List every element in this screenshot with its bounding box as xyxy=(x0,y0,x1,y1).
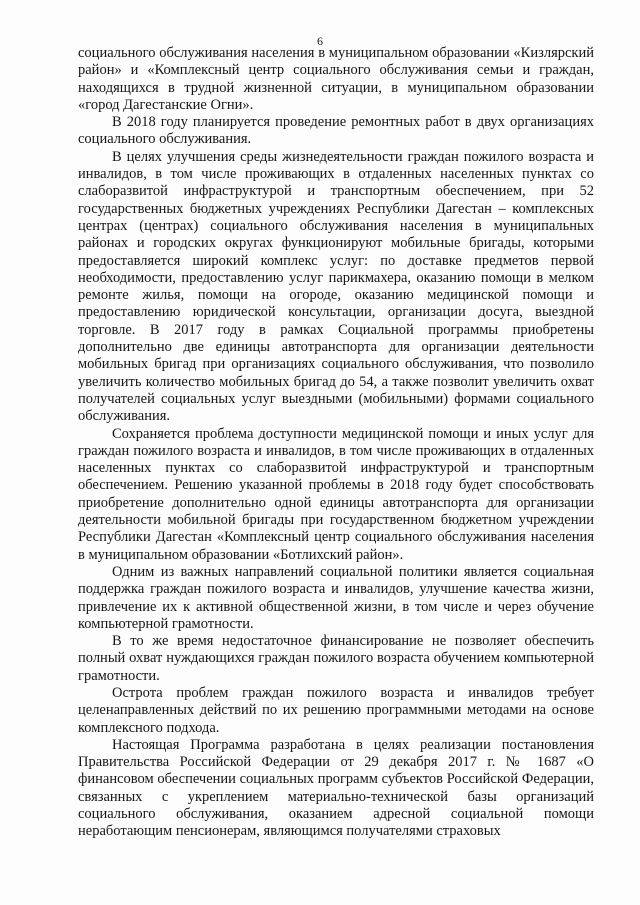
paragraph-program-basis: Настоящая Программа разработана в целях реализации постановления Правительства Российской Федерации от 29 декабря 2017 г. № 1687 «О финансовом обеспечении социальных программ субъектов Российской Федерации, связанных с укреплением материально-технической базы организаций социального обслуживания, оказанием адресной социальной помощи неработающим пенсионерам, являющимся получателями страховых xyxy=(78,736,594,840)
paragraph-funding: В то же время недостаточное финансирование не позволяет обеспечить полный охват нуждающихся граждан пожилого возраста обучением компьютерной грамотности. xyxy=(78,633,594,684)
paragraph-program-methods: Острота проблем граждан пожилого возраста и инвалидов требует целенаправленных действий по их решению программными методами на основе комплексного подхода. xyxy=(78,684,594,736)
body-text xyxy=(78,45,594,841)
paragraph-mobile-brigades: В целях улучшения среды жизнедеятельности граждан пожилого возраста и инвалидов, в том числе проживающих в отдаленных населенных пунктах со слаборазвитой инфраструктурой и транспортным обеспечением, при 52 государственных бюджетных учреждениях Республики Дагестан – комплексных центрах (центрах) социального обслуживания населения в муниципальных районах и городских округах функционируют мобильные бригады, которыми предоставляется широкий комплекс услуг: по доставке предметов первой необходимости, предоставлению услуг парикмахера, оказанию помощи в мелком ремонте жилья, помощи на огороде, оказанию медицинской помощи и предоставлению юридической консультации, организации досуга, выездной торговле. В 2017 году в рамках Социальной программы приобретены дополнительно две единицы автотранспорта для организации деятельности мобильных бригад при организациях социального обслуживания, что позволило увеличить количество мобильных бригад до 54, а также позволит увеличить охват получателей социальных услуг выездными (мобильными) формами социального обслуживания. xyxy=(78,148,594,425)
page-number: 6 xyxy=(317,34,323,48)
paragraph-continuation: социального обслуживания населения в муниципальном образовании «Кизлярский район» и «Комплексный центр социального обслуживания семьи и граждан, находящихся в трудной жизненной ситуации, в муниципальном образовании «город Дагестанские Огни». xyxy=(78,45,594,113)
paragraph-social-support: Одним из важных направлений социальной политики является социальная поддержка граждан пожилого возраста и инвалидов, улучшение качества жизни, привлечение их к активной общественной жизни, в том числе и через обучение компьютерной грамотности. xyxy=(78,563,594,632)
paragraph-medical-access: Сохраняется проблема доступности медицинской помощи и иных услуг для граждан пожилого возраста и инвалидов, в том числе проживающих в отдаленных населенных пунктах со слаборазвитой инфраструктурой и транспортным обеспечением. Решению указанной проблемы в 2018 году будет способствовать приобретение дополнительно одной единицы автотранспорта для организации деятельности мобильной бригады при государственном бюджетном учреждении Республики Дагестан «Комплексный центр социального обслуживания населения в муниципальном образовании «Ботлихский район». xyxy=(78,425,594,563)
paragraph-repair-works: В 2018 году планируется проведение ремонтных работ в двух организациях социального обслуживания. xyxy=(78,114,594,148)
